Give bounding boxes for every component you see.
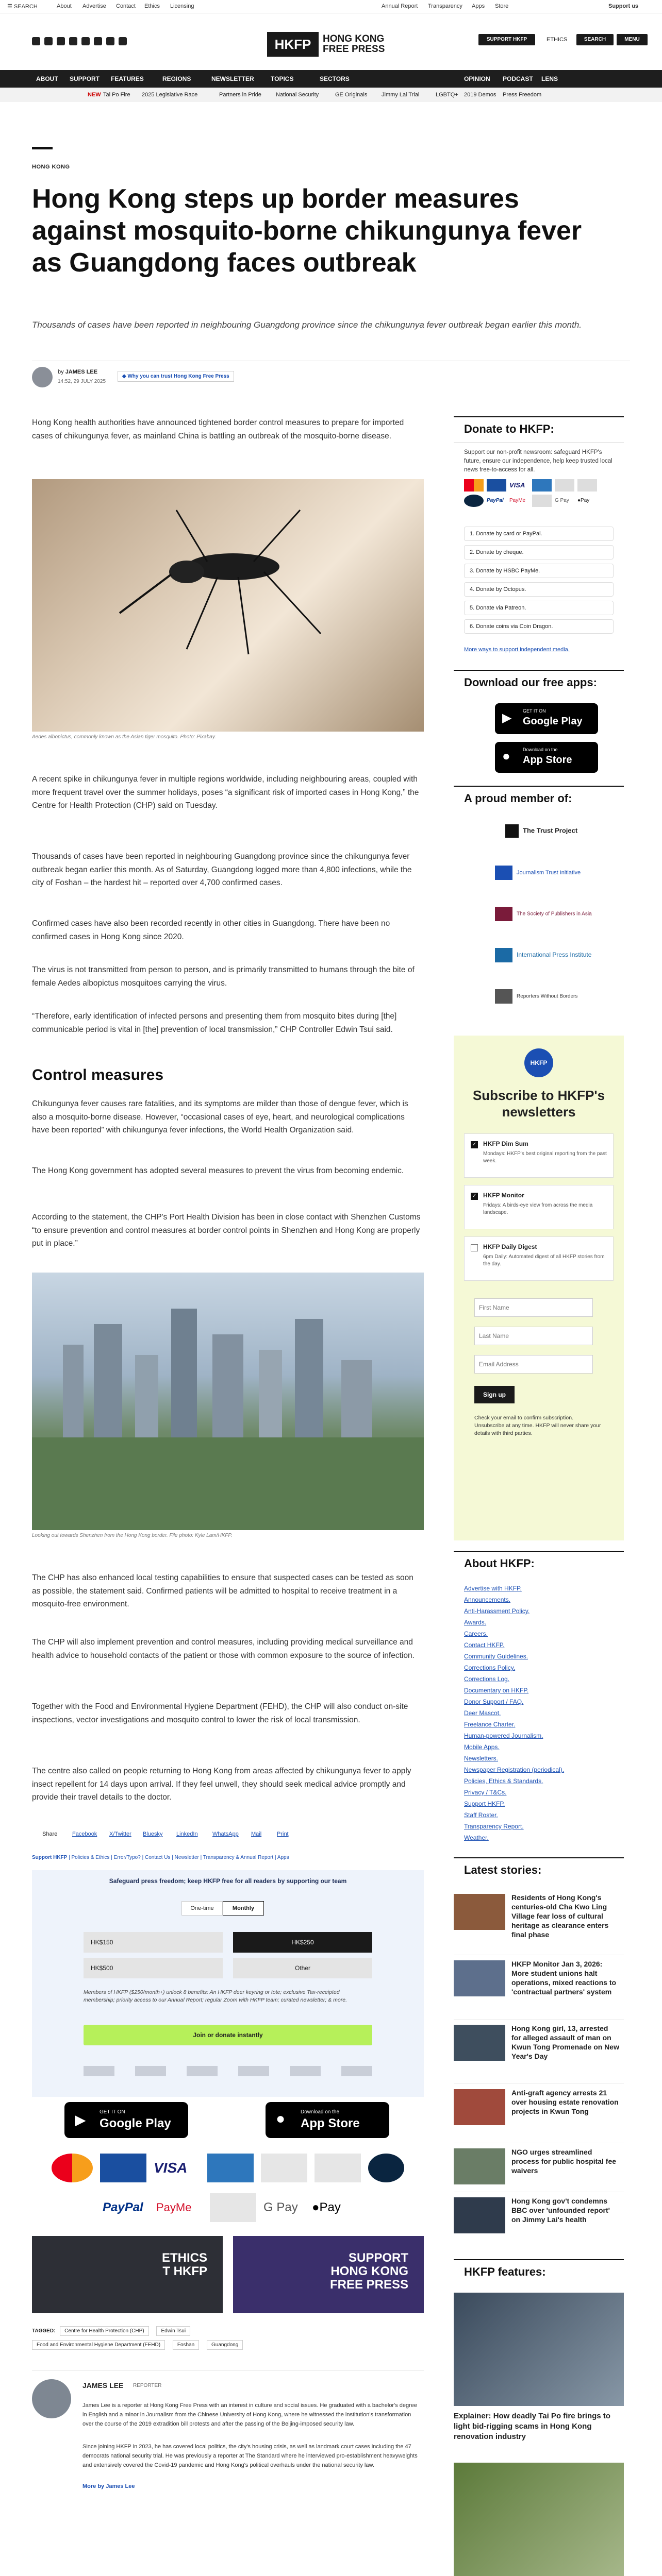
latest-item[interactable]	[454, 2020, 624, 2084]
paypal-icon: PayPal	[487, 498, 504, 503]
support-link[interactable]: Apps	[277, 1855, 289, 1860]
about-link[interactable]: Transparency Report.	[464, 1823, 524, 1830]
badge-small-text: GET IT ON	[523, 708, 546, 714]
skyline-illustration	[32, 1273, 424, 1530]
share-linkedin[interactable]: LinkedIn	[176, 1831, 198, 1837]
about-link[interactable]: Announcements.	[464, 1596, 511, 1603]
fps-icon	[210, 2193, 256, 2222]
thumbnail	[454, 2197, 505, 2233]
top-link-licensing[interactable]: Licensing	[170, 3, 194, 9]
share-facebook[interactable]: Facebook	[72, 1831, 97, 1837]
partner-logo	[238, 2066, 269, 2076]
patreon-icon	[368, 2154, 404, 2182]
facebook-icon[interactable]	[32, 37, 40, 45]
feature-image[interactable]	[454, 2293, 624, 2406]
threads-icon[interactable]	[69, 37, 77, 45]
newsletter-name: HKFP Monitor	[483, 1192, 524, 1199]
latest-list	[454, 1891, 624, 2246]
support-link[interactable]: Transparency & Annual Report	[203, 1855, 274, 1860]
payment-methods	[32, 2154, 424, 2226]
donate-method[interactable]: 4. Donate by Octopus.	[464, 582, 614, 597]
partner-logo	[84, 2066, 114, 2076]
about-link[interactable]: Deer Mascot.	[464, 1709, 501, 1717]
image-caption: Aedes albopictus, commonly known as the Asian tiger mosquito. Photo: Pixabay.	[32, 734, 216, 740]
logo-mark: HKFP	[267, 32, 319, 57]
shield-icon: ◆	[122, 374, 128, 379]
sidebar-rule	[454, 416, 624, 417]
paragraph: Chikungunya fever causes rare fatalities, and its symptoms are milder than those of dengue fever, which is also a mosquito-borne disease. However, “occasional cases of eye, heart, and neurological complications have been reported” with chikungunya fever infections, the World Health Organization said.	[32, 1099, 408, 1135]
partner-logo	[187, 2066, 218, 2076]
last-name-field[interactable]	[474, 1327, 593, 1345]
trending-item[interactable]: 2025 Legislative Race	[142, 92, 198, 98]
donate-method[interactable]: 5. Donate via Patreon.	[464, 601, 614, 615]
donate-text: Support our non-profit newsroom: safeguard HKFP's future, ensure our independence, help keep trusted local news free-to-access for all.	[464, 449, 613, 473]
apple-pay-icon: ●Pay	[577, 498, 590, 503]
newsletter-option[interactable]	[464, 1185, 614, 1229]
trending-item[interactable]: Jimmy Lai Trial	[382, 92, 420, 98]
latest-item[interactable]	[454, 2192, 624, 2246]
about-links	[464, 1583, 619, 1843]
article-standfirst: Thousands of cases have been reported in neighbouring Guangdong province since the chikungunya fever outbreak began earlier this month.	[32, 320, 582, 330]
header-search-button[interactable]: SEARCH	[576, 34, 614, 45]
donate-method[interactable]: 3. Donate by HSBC PayMe.	[464, 564, 614, 578]
support-links-row: Support HKFP | Policies & Ethics | Error/Typo? | Contact Us | Newsletter | Transparency & Annual Report | Apps	[32, 1855, 289, 1860]
octopus-icon	[577, 479, 597, 492]
sidebar-rule	[454, 1551, 624, 1552]
latest-item[interactable]	[454, 1891, 624, 1955]
share-bar	[32, 1828, 424, 1841]
top-link-annual-report[interactable]: Annual Report	[382, 3, 418, 9]
ethics-link[interactable]: ETHICS	[547, 37, 568, 43]
payme-icon: PayMe	[509, 498, 526, 503]
divider	[454, 442, 624, 443]
member-title: A proud member of:	[464, 792, 572, 805]
tab-monthly[interactable]: Monthly	[223, 1901, 264, 1916]
signup-note: Check your email to confirm subscription. Unsubscribe at any time. HKFP will never share your details with third parties.	[474, 1415, 601, 1436]
email-field[interactable]	[474, 1355, 593, 1374]
partner-logos	[84, 2061, 372, 2081]
shenzhen-photo	[32, 1273, 424, 1530]
about-link[interactable]: Privacy / T&Cs.	[464, 1789, 507, 1796]
newsletter-desc: Fridays: A birds-eye view from across the media landscape.	[483, 1202, 593, 1215]
share-print[interactable]: Print	[277, 1831, 289, 1837]
more-by-author-link[interactable]: More by James Lee	[82, 2483, 135, 2489]
ethics-promo-banner[interactable]	[32, 2236, 223, 2313]
donate-method[interactable]: 6. Donate coins via Coin Dragon.	[464, 619, 614, 634]
trending-label: NEW	[88, 92, 101, 98]
tag-chip[interactable]: Centre for Health Protection (CHP)	[60, 2326, 149, 2336]
support-promo-banner[interactable]	[233, 2236, 424, 2313]
about-link[interactable]: Careers.	[464, 1630, 488, 1637]
share-bluesky[interactable]: Bluesky	[143, 1831, 163, 1837]
about-link[interactable]: Awards.	[464, 1619, 487, 1626]
telegram-icon[interactable]	[106, 37, 114, 45]
donate-method[interactable]: 1. Donate by card or PayPal.	[464, 527, 614, 541]
thumbnail	[454, 2025, 505, 2061]
rss-icon[interactable]	[119, 37, 127, 45]
about-link[interactable]: Corrections Policy.	[464, 1664, 516, 1671]
thumbnail	[454, 2148, 505, 2184]
about-link[interactable]: Staff Roster.	[464, 1811, 498, 1819]
header-menu-button[interactable]: MENU	[617, 34, 648, 45]
badge-store-name: App Store	[301, 2116, 360, 2130]
about-link[interactable]: Weather.	[464, 1834, 489, 1841]
publish-date: 14:52, 29 JULY 2025	[58, 379, 106, 384]
badge-small-text: Download on the	[301, 2109, 340, 2115]
nav-podcast[interactable]: PODCAST	[503, 75, 533, 82]
mastercard-icon	[464, 479, 484, 492]
nav-lens[interactable]: LENS	[541, 75, 558, 82]
checkbox-checked[interactable]: ✓	[471, 1193, 478, 1200]
author-bio: Since joining HKFP in 2023, he has covered local politics, the city's housing crisis, as well as landmark court cases including the 47 democrats national security trial. He was previously a reporter at The Standard where he interviewed pro-establishment heavyweights and extensively covered the Covid-19 pandemic and Hong Kong's political overhauls under the national security law.	[82, 2444, 418, 2468]
paragraph: The CHP will also implement prevention and control measures, including providing medical surveillance and health advice to household contacts of the patient or those with common exposure to the source of infection.	[32, 1638, 415, 1660]
member-jti[interactable]: Journalism Trust Initiative	[495, 866, 598, 880]
newsletter-option[interactable]	[464, 1236, 614, 1281]
sidebar-rule	[454, 786, 624, 787]
article-kicker[interactable]: HONG KONG	[32, 164, 70, 170]
member-rsf[interactable]: Reporters Without Borders	[495, 989, 598, 1004]
kicker-rule	[32, 147, 53, 149]
tag-chip[interactable]: Foshan	[173, 2340, 199, 2350]
support-link[interactable]: Contact Us	[144, 1855, 171, 1860]
trending-item[interactable]: 2019 Demos	[464, 92, 496, 98]
promo-text: ETHICS T HKFP	[161, 2251, 207, 2278]
paragraph: A recent spike in chikungunya fever in multiple regions worldwide, including neighbouring areas, coupled with more frequent travel over the summer holidays, poses “a significant risk of imported cases in Hong Kong,” the Centre for Health Protection (CHP) said on Tuesday.	[32, 775, 419, 810]
newsletter-name: HKFP Dim Sum	[483, 1140, 528, 1147]
why-trust-link[interactable]: ◆ Why you can trust Hong Kong Free Press	[118, 371, 234, 382]
linkedin-icon[interactable]	[81, 37, 90, 45]
apple-icon: ●	[502, 748, 510, 764]
tag-chip[interactable]: Guangdong	[207, 2340, 243, 2350]
about-link[interactable]: Freelance Charter.	[464, 1721, 516, 1728]
top-link-transparency[interactable]: Transparency	[428, 3, 462, 9]
search-link[interactable]: ☰ SEARCH	[7, 4, 38, 10]
apple-icon: ●	[276, 2110, 286, 2127]
share-mail[interactable]: Mail	[251, 1831, 262, 1837]
support-hkfp-button[interactable]: SUPPORT HKFP	[478, 34, 535, 45]
badge-store-name: Google Play	[100, 2116, 171, 2130]
badge-store-name: Google Play	[523, 716, 583, 727]
donate-widget	[32, 1870, 424, 2097]
google-pay-icon: G Pay	[263, 2200, 298, 2214]
apps-title: Download our free apps:	[464, 676, 597, 689]
youtube-icon[interactable]	[94, 37, 102, 45]
nav-opinion[interactable]: OPINION	[464, 75, 490, 82]
about-link[interactable]: Newsletters.	[464, 1755, 499, 1762]
tags-row	[32, 2326, 424, 2354]
about-link[interactable]: Community Guidelines.	[464, 1653, 528, 1660]
share-whatsapp[interactable]: WhatsApp	[212, 1831, 239, 1837]
hkfp-logo[interactable]	[267, 32, 396, 57]
amount-option-selected[interactable]: HK$250	[233, 1932, 372, 1953]
promo-text: SUPPORT HONG KONG FREE PRESS	[329, 2251, 408, 2292]
tag-chip[interactable]: Food and Environmental Hygiene Department (FEHD)	[32, 2340, 165, 2350]
amex-icon	[532, 479, 552, 492]
nav-features[interactable]: FEATURES	[111, 75, 144, 82]
latest-title: Latest stories:	[464, 1863, 542, 1876]
patreon-icon	[464, 495, 484, 507]
nav-topics[interactable]: TOPICS	[271, 75, 294, 82]
support-link[interactable]: Newsletter	[174, 1855, 199, 1860]
sopa-icon	[495, 907, 512, 921]
member-sopa[interactable]: The Society of Publishers in Asia	[495, 907, 598, 921]
apple-pay-icon: ●Pay	[312, 2200, 341, 2214]
logo-wordmark: HONG KONG FREE PRESS	[323, 33, 385, 55]
fps-icon	[532, 495, 552, 507]
signup-button[interactable]: Sign up	[474, 1386, 515, 1403]
badge-small-text: Download on the	[523, 747, 558, 752]
mastercard-icon	[52, 2154, 93, 2182]
about-link[interactable]: Anti-Harassment Policy.	[464, 1607, 530, 1615]
nav-newsletter[interactable]: NEWSLETTER	[211, 75, 254, 82]
payme-icon: PayMe	[156, 2201, 192, 2214]
donate-methods-list	[464, 527, 614, 638]
member-ipi[interactable]: International Press Institute	[495, 948, 598, 962]
latest-item[interactable]	[454, 1955, 624, 2020]
subscribe-title: Subscribe to HKFP's newsletters	[472, 1088, 605, 1120]
mosquito-photo	[32, 479, 424, 732]
latest-item[interactable]	[454, 2084, 624, 2143]
about-link[interactable]: Mobile Apps.	[464, 1743, 500, 1751]
thumbnail	[454, 1960, 505, 1996]
paragraph: The Hong Kong government has adopted several measures to prevent the virus from becoming endemic.	[32, 1166, 404, 1175]
support-link[interactable]: Error/Typo?	[113, 1855, 141, 1860]
latest-item[interactable]	[454, 2143, 624, 2192]
tags-label: TAGGED:	[32, 2328, 56, 2334]
donate-method[interactable]: 2. Donate by cheque.	[464, 545, 614, 560]
about-link[interactable]: Newspaper Registration (periodical).	[464, 1766, 565, 1773]
newsletter-desc: Mondays: HKFP's best original reporting from the past week.	[483, 1151, 607, 1164]
top-link-support[interactable]: Support us	[608, 3, 639, 9]
masthead	[0, 13, 662, 70]
amount-option[interactable]: HK$150	[84, 1932, 223, 1953]
paragraph: “Therefore, early identification of infected persons and presenting them from mosquito bites during [the] communicable period is vital in [the] prevention of local transmission,” CHP Controller Edwin Tsui said.	[32, 1012, 397, 1034]
feature-image[interactable]	[454, 2463, 624, 2576]
section-heading: Control measures	[32, 1066, 164, 1083]
badge-small-text: GET IT ON	[100, 2109, 125, 2115]
paragraph: Confirmed cases have also been recorded recently in other cities in Guangdong. There have been no confirmed cases in Hong Kong since 2020.	[32, 919, 390, 941]
unionpay-icon	[487, 479, 506, 492]
donate-title: Donate to HKFP:	[464, 422, 554, 435]
donate-headline: Safeguard press freedom; keep HKFP free for all readers by supporting our team	[109, 1877, 347, 1885]
latest-headline: Hong Kong gov't condemns BBC over 'unfounded report' on Jimmy Lai's health	[511, 2197, 610, 2224]
rsf-icon	[495, 989, 512, 1004]
paragraph: Together with the Food and Environmental Hygiene Department (FEHD), the CHP will also conduct on-site inspections, vector investigations and mosquito control to lower the risk of local transmission.	[32, 1702, 408, 1724]
hkfp-badge-icon: HKFP	[524, 1048, 553, 1077]
about-link[interactable]: Human-powered Journalism.	[464, 1732, 543, 1739]
more-ways-link[interactable]: More ways to support independent media.	[464, 647, 570, 653]
top-link-advertise[interactable]: Advertise	[82, 3, 106, 9]
jti-icon	[495, 866, 512, 880]
newsletter-option[interactable]	[464, 1133, 614, 1178]
paragraph: According to the statement, the CHP's Port Health Division has been in close contact with Shenzhen Customs “to ensure prevention and control measures at border control points in Shenzhen and Hong Kong are properly put in place.”	[32, 1213, 421, 1248]
amount-option-other[interactable]: Other	[233, 1958, 372, 1978]
nav-support[interactable]: SUPPORT	[70, 75, 100, 82]
partner-logo	[290, 2066, 321, 2076]
latest-headline: Anti-graft agency arrests 21 over housing estate renovation projects in Kwun Tong	[511, 2089, 619, 2115]
visa-icon: VISA	[509, 481, 525, 489]
sidebar-app-store-badge[interactable]	[495, 742, 598, 773]
top-link-about[interactable]: About	[57, 3, 72, 9]
paragraph: The CHP has also enhanced local testing capabilities to ensure that suspected cases can be tested as soon as possible, the statement said. Confirmed patients will be admitted to hospital to receive treatment in a mosquito-free environment.	[32, 1573, 413, 1609]
first-name-field[interactable]	[474, 1298, 593, 1317]
article-title: Hong Kong steps up border measures against mosquito-borne chikungunya fever as Guangdong faces outbreak	[32, 184, 582, 278]
google-pay-icon: G Pay	[555, 498, 569, 503]
nav-regions[interactable]: REGIONS	[162, 75, 191, 82]
trust-project-icon	[505, 824, 519, 838]
tag-chip[interactable]: Edwin Tsui	[156, 2326, 190, 2336]
jcb-icon	[261, 2154, 307, 2182]
paragraph: The virus is not transmitted from person to person, and is primarily transmitted to humans through the bite of female Aedes albopictus mosquitoes carrying the virus.	[32, 965, 415, 988]
octopus-icon	[315, 2154, 361, 2182]
play-icon: ▶	[502, 711, 512, 725]
trending-item[interactable]: LGBTQ+	[436, 92, 458, 98]
thumbnail	[454, 2089, 505, 2125]
share-x[interactable]: X/Twitter	[109, 1831, 131, 1837]
trending-item[interactable]: Partners in Pride	[219, 92, 261, 98]
byline: by JAMES LEE	[58, 369, 98, 375]
thumbnail	[454, 1894, 505, 1930]
top-link-store[interactable]: Store	[495, 3, 509, 9]
partner-logo	[135, 2066, 166, 2076]
latest-headline: Residents of Hong Kong's centuries-old Cha Kwo Ling Village fear loss of cultural heritage as clearance enters final phase	[511, 1893, 609, 1939]
partner-logo	[341, 2066, 372, 2076]
trending-bar	[0, 88, 662, 102]
byline-name[interactable]: JAMES LEE	[65, 369, 98, 375]
newsletter-name: HKFP Daily Digest	[483, 1243, 537, 1250]
trending-item[interactable]: National Security	[276, 92, 319, 98]
visa-icon: VISA	[154, 2160, 188, 2176]
sidebar-rule	[454, 670, 624, 671]
x-icon[interactable]	[44, 37, 53, 45]
top-link-apps[interactable]: Apps	[472, 3, 485, 9]
sidebar-rule	[454, 1857, 624, 1858]
jcb-icon	[555, 479, 574, 492]
author-photo	[32, 2379, 71, 2418]
member-trust-project[interactable]: The Trust Project	[505, 824, 598, 838]
join-donate-button[interactable]: Join or donate instantly	[84, 2025, 372, 2045]
app-store-badge[interactable]	[266, 2102, 389, 2138]
tab-one-time[interactable]: One-time	[181, 1901, 223, 1916]
amount-option[interactable]: HK$500	[84, 1958, 223, 1978]
support-link[interactable]: Policies & Ethics	[71, 1855, 110, 1860]
mosquito-illustration	[32, 479, 424, 732]
paragraph: Thousands of cases have been reported in neighbouring Guangdong province since the chikungunya fever outbreak began earlier this month. As of Saturday, Guangdong logged more than 4,800 infections, while the city of Foshan – the hardest hit – reported over 4,700 confirmed cases.	[32, 852, 412, 888]
about-link[interactable]: Support HKFP.	[464, 1800, 505, 1807]
author-bio: James Lee is a reporter at Hong Kong Free Press with an interest in culture and social issues. He graduated with a bachelor's degree in English and a minor in Journalism from the Chinese University of Hong Kong, where he witnessed the institution's transformation over the course of the 2019 extradition bill protests and after the passing of the Beijing-imposed security law.	[82, 2402, 418, 2427]
trending-item[interactable]: Tai Po Fire	[103, 92, 130, 98]
author-name[interactable]: JAMES LEE	[82, 2381, 124, 2389]
nav-sectors[interactable]: SECTORS	[320, 75, 350, 82]
paypal-icon: PayPal	[103, 2200, 143, 2214]
about-link[interactable]: Contact HKFP.	[464, 1641, 505, 1649]
feature-headline[interactable]: Explainer: How deadly Tai Po fire brings to light bid-rigging scams in Hong Kong renovation industry	[454, 2412, 610, 2441]
checkbox-unchecked[interactable]	[471, 1244, 478, 1251]
checkbox-checked[interactable]: ✓	[471, 1141, 478, 1148]
top-link-ethics[interactable]: Ethics	[144, 3, 160, 9]
about-link[interactable]: Corrections Log.	[464, 1675, 510, 1683]
author-role: REPORTER	[133, 2383, 162, 2388]
trending-item[interactable]: Press Freedom	[503, 92, 542, 98]
newsletter-desc: 6pm Daily: Automated digest of all HKFP stories from the day.	[483, 1254, 605, 1267]
about-title: About HKFP:	[464, 1557, 535, 1570]
nav-about[interactable]: ABOUT	[36, 75, 58, 82]
newsletter-signup	[454, 1036, 624, 1540]
play-icon: ▶	[75, 2112, 86, 2128]
main-nav	[0, 70, 662, 88]
sidebar-google-play-badge[interactable]	[495, 703, 598, 734]
membership-note: Members of HKFP ($250/month+) unlock 8 benefits: An HKFP deer keyring or tote; exclusive Tax-receipted membership; priority access to our Annual Report; regular Zoom with HKFP team; curated newsletter; & more.	[84, 1989, 347, 2003]
image-caption: Looking out towards Shenzhen from the Hong Kong border. File photo: Kyle Lam/HKFP.	[32, 1533, 233, 1538]
sidebar-rule	[454, 2259, 624, 2260]
author-avatar	[32, 367, 53, 387]
trending-item[interactable]: GE Originals	[335, 92, 368, 98]
support-link[interactable]: Support HKFP	[32, 1855, 68, 1860]
google-play-badge[interactable]	[64, 2102, 188, 2138]
unionpay-icon	[100, 2154, 146, 2182]
about-link[interactable]: Advertise with HKFP.	[464, 1585, 522, 1592]
ipi-icon	[495, 948, 512, 962]
latest-headline: Hong Kong girl, 13, arrested for alleged assault of man on Kwun Tong Promenade on New Year's Day	[511, 2024, 619, 2060]
about-link[interactable]: Policies, Ethics & Standards.	[464, 1777, 543, 1785]
instagram-icon[interactable]	[57, 37, 65, 45]
badge-store-name: App Store	[523, 754, 572, 766]
paragraph: Hong Kong health authorities have announced tightened border control measures to prepare for imported cases of chikungunya fever, as mainland China is battling an outbreak of the mosquito-borne disease.	[32, 418, 404, 440]
share-label: Share	[42, 1831, 58, 1837]
amex-icon	[207, 2154, 254, 2182]
paragraph: The centre also called on people returning to Hong Kong from areas affected by chikungunya fever to apply insect repellent for 14 days upon arrival. If they feel unwell, they should seek medical advice promptly and provide their travel details to the doctor.	[32, 1767, 411, 1802]
latest-headline: HKFP Monitor Jan 3, 2026: More student unions halt operations, mixed reactions to 'contractual partners' system	[511, 1960, 617, 1996]
about-link[interactable]: Donor Support / FAQ.	[464, 1698, 524, 1705]
top-link-contact[interactable]: Contact	[116, 3, 136, 9]
about-link[interactable]: Documentary on HKFP.	[464, 1687, 529, 1694]
sidebar-payment-icons	[464, 479, 614, 507]
features-title: HKFP features:	[464, 2265, 546, 2278]
top-utility-bar	[0, 0, 662, 13]
latest-headline: NGO urges streamlined process for public hospital fee waivers	[511, 2148, 617, 2175]
